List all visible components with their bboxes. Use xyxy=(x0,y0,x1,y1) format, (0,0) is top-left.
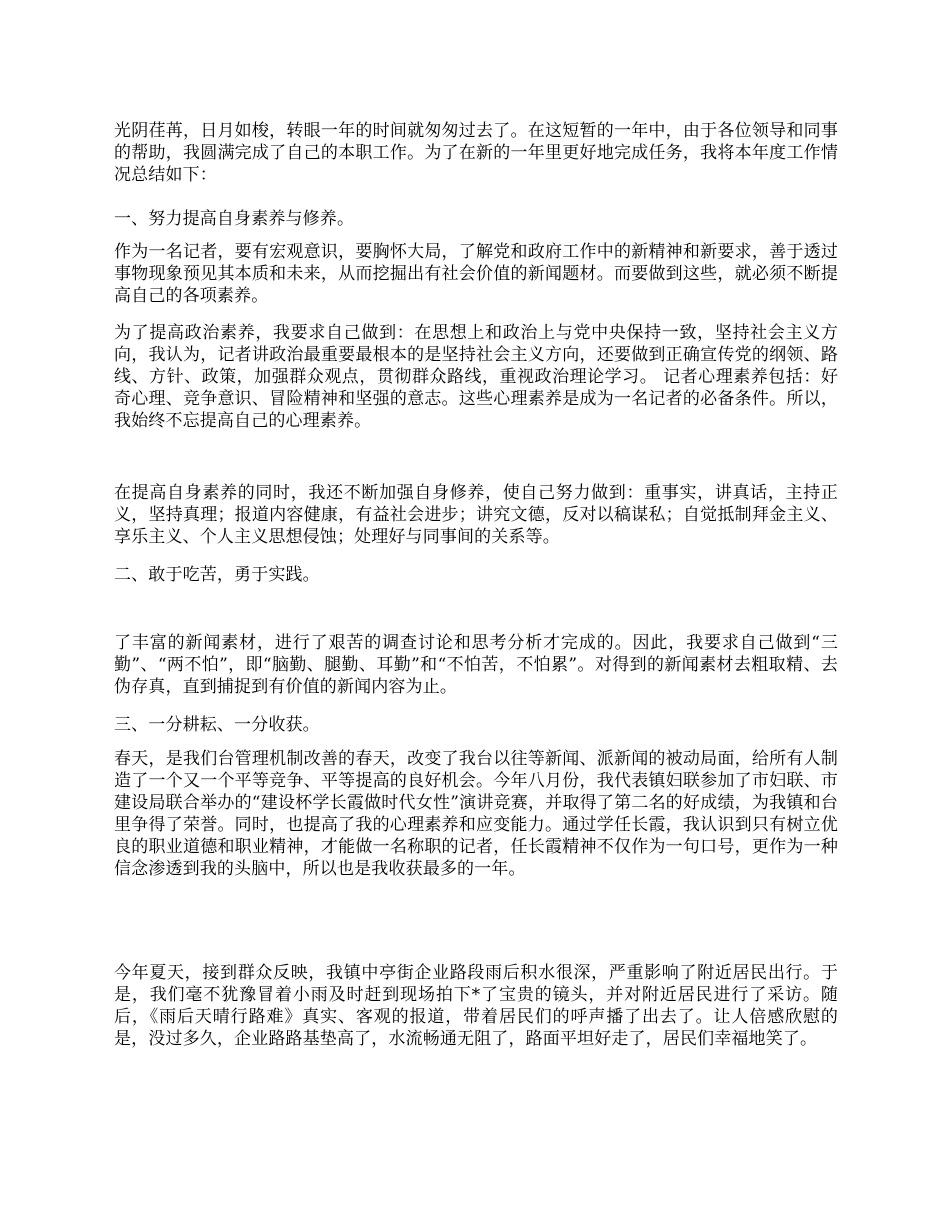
intro-paragraph: 光阴荏苒，日月如梭，转眼一年的时间就匆匆过去了。在这短暂的一年中，由于各位领导和同事的帮助，我圆满完成了自己的本职工作。为了在新的一年里更好地完成任务，我将本年度工作情况总结如下： xyxy=(114,121,838,185)
summer-report-paragraph: 今年夏天，接到群众反映，我镇中亭街企业路段雨后积水很深，严重影响了附近居民出行。于是，我们毫不犹豫冒着小雨及时赶到现场拍下*了宝贵的镜头，并对附近居民进行了采访。随后，《雨后天晴行路难》真实、客观的报道，带着居民们的呼声播了出去了。让人倍感欣慰的是，没过多久，企业路路基垫高了，水流畅通无阻了，路面平坦好走了，居民们幸福地笑了。 xyxy=(114,963,838,1049)
political-literacy-paragraph: 为了提高政治素养，我要求自己做到：在思想上和政治上与党中央保持一致，坚持社会主义方向，我认为，记者讲政治最重要最根本的是坚持社会主义方向，还要做到正确宣传党的纲领、路线、方针、政策，加强群众观点，贯彻群众路线，重视政治理论学习。 记者心理素养包括：好奇心理、竞争意识、冒险精神和坚强的意志。这些心理素养是成为一名记者的必备条件。所以，我始终不忘提高自己的心理素养。 xyxy=(114,323,838,431)
self-cultivation-paragraph: 在提高自身素养的同时，我还不断加强自身修养，使自己努力做到：重事实，讲真话，主持正义，坚持真理；报道内容健康，有益社会进步；讲究文德，反对以稿谋私；自觉抵制拜金主义、享乐主义、个人主义思想侵蚀；处理好与同事间的关系等。 xyxy=(114,483,838,547)
section-heading-3: 三、一分耕耘、一分收获。 xyxy=(114,715,320,735)
journalist-awareness-paragraph: 作为一名记者，要有宏观意识，要胸怀大局，了解党和政府工作中的新精神和新要求，善于透过事物现象预见其本质和未来，从而挖掘出有社会价值的新闻题材。而要做到这些，就必须不断提高自己的各项素养。 xyxy=(114,242,838,306)
section-heading-1: 一、努力提高自身素养与修养。 xyxy=(114,209,355,229)
section-heading-2: 二、敢于吃苦，勇于实践。 xyxy=(114,565,320,585)
spring-achievement-paragraph: 春天，是我们台管理机制改善的春天，改变了我台以往等新闻、派新闻的被动局面，给所有人制造了一个又一个平等竞争、平等提高的良好机会。今年八月份，我代表镇妇联参加了市妇联、市建设局联合举办的“建设杯学长霞做时代女性”演讲竞赛，并取得了第二名的好成绩，为我镇和台里争得了荣誉。同时，也提高了我的心理素养和应变能力。通过学任长霞，我认识到只有树立优良的职业道德和职业精神，才能做一名称职的记者，任长霞精神不仅作为一句口号，更作为一种信念渗透到我的头脑中，所以也是我收获最多的一年。 xyxy=(114,749,838,879)
news-material-paragraph: 了丰富的新闻素材，进行了艰苦的调查讨论和思考分析才完成的。因此，我要求自己做到“三勤”、“两不怕”，即“脑勤、腿勤、耳勤”和“不怕苦，不怕累”。对得到的新闻素材去粗取精、去伪存真，直到捕捉到有价值的新闻内容为止。 xyxy=(114,633,838,697)
